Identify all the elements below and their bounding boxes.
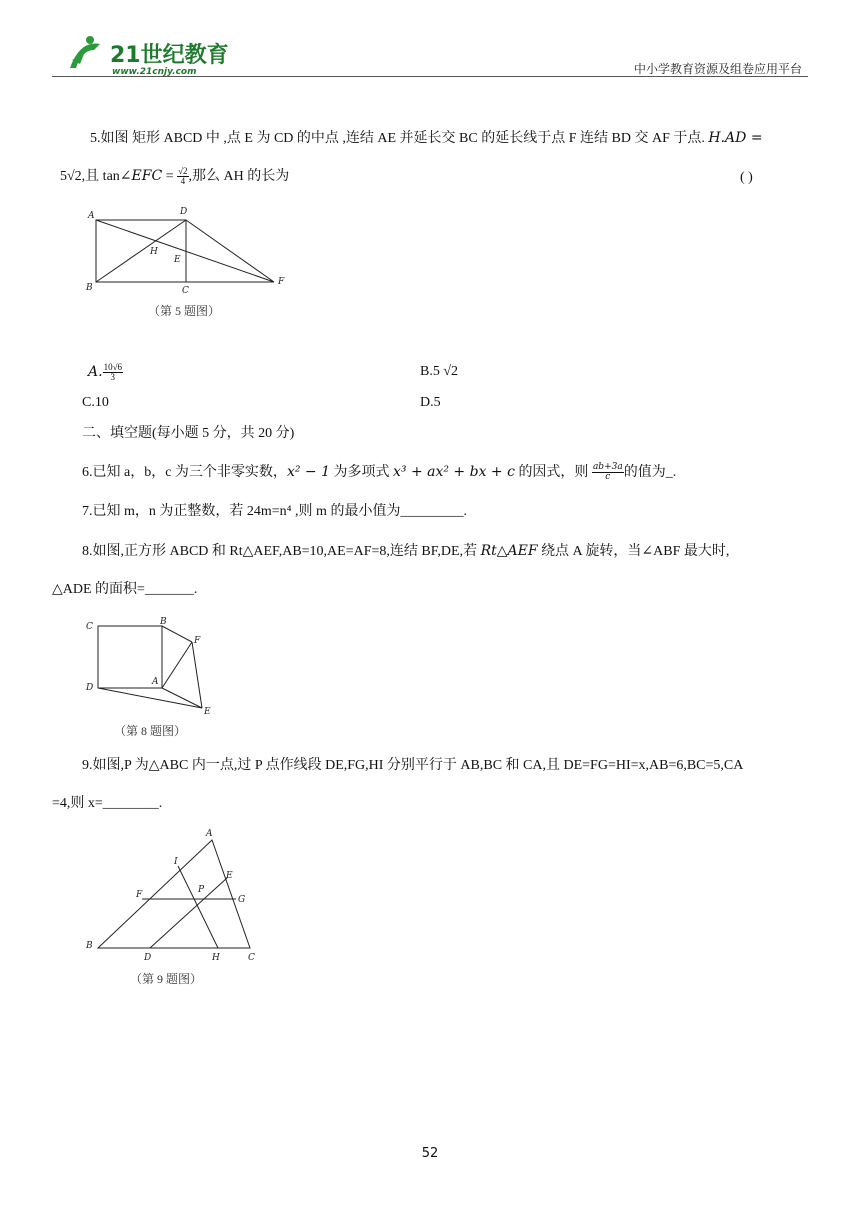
q7-text: 7.已知 m，n 为正整数，若 24m=n⁴ ,则 m 的最小值为_________. [82,504,467,519]
q5-tan-num: √2 [178,166,188,177]
q8-label-b: B [160,617,167,627]
q8-line1-math: Rt△AEF [480,543,538,559]
q5-label-d: D [180,207,188,217]
q5-tan-den: 4 [180,176,186,187]
q9-label-i: I [174,857,178,867]
q9-label-p: P [198,885,205,895]
q5-line1-text: 5.如图 矩形 ABCD 中 ,点 E 为 CD 的中点 ,连结 AE 并延长交 BC 的延长线于点 F 连结 BD 交 AF 于点. [90,131,705,146]
q5-label-f: F [278,277,285,287]
site-logo [60,30,230,78]
q8-figure [84,612,220,723]
q6-expr2: x³ + ax² + bx + c [392,464,515,480]
q8-line1-start: 8.如图,正方形 ABCD 和 Rt△AEF,AB=10,AE=AF=8,连结 BF,DE,若 [82,544,481,559]
q5-label-e: E [174,255,181,265]
q5-option-b: B.5 √2 [420,364,459,379]
q6-prefix: 6.已知 a，b，c 为三个非零实数， [82,465,287,480]
q5-option-d: D.5 [420,395,441,410]
q5-option-a [88,362,123,383]
q5-line2-math: EFC [131,168,163,184]
q6-mid2: 的因式，则 [514,465,592,480]
q5-option-a-den: 3 [110,372,116,383]
q9-label-d: D [144,953,152,963]
logo-url: www.21cnjy.com [112,67,197,77]
q5-line2 [60,166,289,187]
q5-line2-end: ,那么 AH 的长为 [188,169,290,184]
q8-label-c: C [86,622,93,632]
header-divider [52,76,808,77]
logo-text: 21世纪教育 [110,43,229,68]
q6-expr1: x² − 1 [286,464,330,480]
q8-line1 [82,541,729,562]
q9-label-h: H [212,953,220,963]
q9-line2: =4,则 x=________. [52,796,163,811]
q8-label-d: D [86,683,94,693]
header-platform-text: 中小学教育资源及组卷应用平台 [633,62,802,76]
q5-option-a-fraction [103,363,123,382]
q5-line1-math: H.AD = [708,130,763,146]
page-number: 52 [421,1146,439,1161]
q8-label-a: A [152,677,159,687]
q9-figure [84,826,270,971]
q9-label-g: G [238,895,246,905]
q8-caption: （第 8 题图） [114,724,187,738]
q9-label-c: C [248,953,255,963]
q5-tan-fraction [177,167,188,186]
q5-label-h: H [150,247,158,257]
q6-frac-num: ab+3a [592,462,623,473]
q8-line1-end: 绕点 A 旋转，当∠ABF 最大时, [537,544,730,559]
q6-suffix: 的值为_. [623,465,677,480]
q6-mid: 为多项式 [329,465,393,480]
section2-heading: 二、填空题(每小题 5 分，共 20 分) [82,426,295,441]
q8-label-f: F [194,636,201,646]
q9-line1: 9.如图,P 为△ABC 内一点,过 P 点作线段 DE,FG,HI 分别平行于 AB,BC 和 CA,且 DE=FG=HI=x,AB=6,BC=5,CA [82,758,744,773]
q6-text [82,462,676,483]
q8-label-e: E [204,707,211,717]
q5-option-c: C.10 [82,395,109,410]
q5-label-b: B [86,283,93,293]
q5-answer-bracket: ( ) [740,170,753,185]
q5-figure [84,202,294,299]
q9-label-a: A [206,829,213,839]
q9-label-f: F [136,890,143,900]
q8-line2: △ADE 的面积=_______. [52,582,198,597]
q5-option-a-label: A. [88,364,103,380]
q5-label-c: C [182,286,189,294]
q5-line2-eq: = [162,169,178,184]
q5-line2-start: 5√2,且 tan∠ [60,169,132,184]
q6-fraction [592,463,624,482]
q5-line1 [90,128,763,149]
q5-caption: （第 5 题图） [148,304,221,318]
q5-label-a: A [88,211,95,221]
q5-option-a-num: 10√6 [103,362,123,373]
q9-caption: （第 9 题图） [130,972,203,986]
q9-label-b: B [86,941,93,951]
q6-frac-den: c [605,472,611,483]
q9-label-e: E [226,871,233,881]
